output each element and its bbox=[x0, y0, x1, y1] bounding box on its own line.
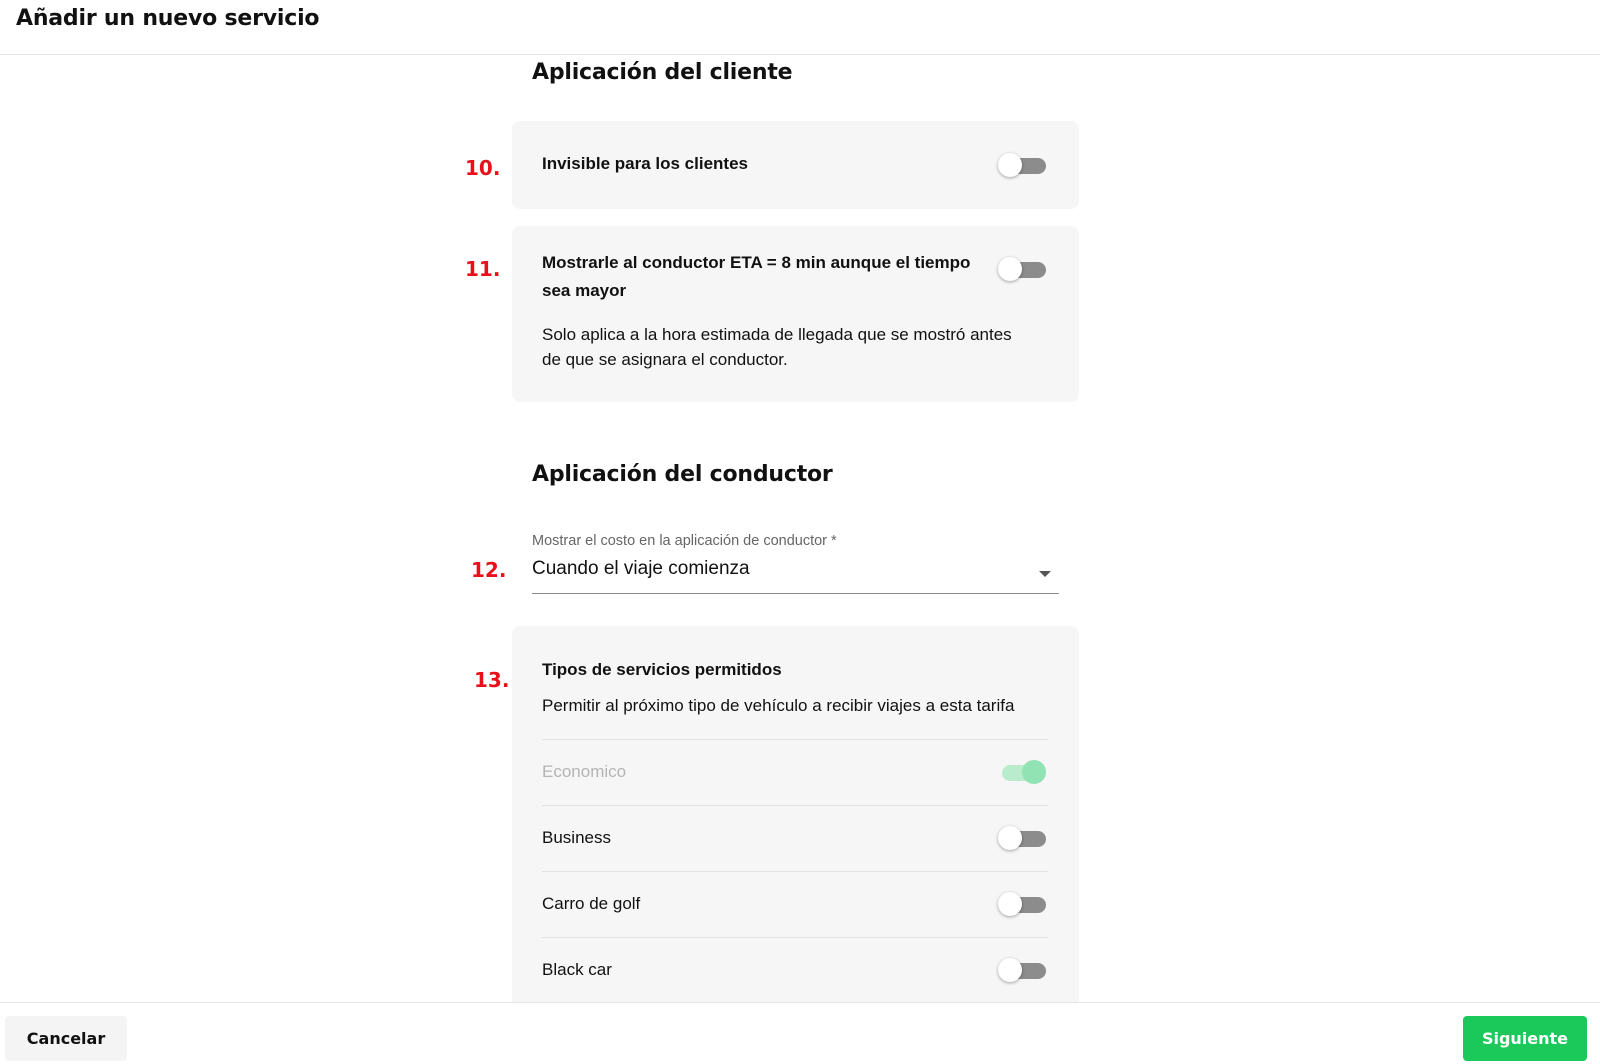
service-type-label: Carro de golf bbox=[542, 894, 641, 913]
invisible-for-clients-toggle[interactable] bbox=[998, 152, 1048, 178]
eta-toggle[interactable] bbox=[998, 256, 1048, 282]
cancel-button[interactable]: Cancelar bbox=[5, 1016, 127, 1061]
next-button[interactable]: Siguiente bbox=[1463, 1016, 1587, 1061]
service-type-label: Business bbox=[542, 828, 611, 847]
client-app-section-title: Aplicación del cliente bbox=[532, 60, 793, 85]
service-type-row bbox=[542, 805, 1048, 871]
eta-card bbox=[512, 226, 1079, 402]
service-types-card bbox=[512, 626, 1079, 1046]
service-types-description: Permitir al próximo tipo de vehículo a recibir viajes a esta tarifa bbox=[542, 696, 1015, 715]
invisible-for-clients-label: Invisible para los clientes bbox=[542, 154, 748, 173]
footer bbox=[0, 1002, 1600, 1064]
service-type-row bbox=[542, 871, 1048, 937]
annotation-12: 12. bbox=[471, 558, 507, 582]
toggle-knob bbox=[998, 826, 1022, 850]
annotation-13: 13. bbox=[474, 668, 510, 692]
eta-label-line1: Mostrarle al conductor ETA = 8 min aunque el tiempo bbox=[542, 253, 971, 272]
eta-description-line1: Solo aplica a la hora estimada de llegada que se mostró antes bbox=[542, 325, 1012, 344]
service-type-black-car-toggle[interactable] bbox=[998, 957, 1048, 983]
service-type-row bbox=[542, 937, 1048, 1003]
show-cost-select[interactable] bbox=[532, 556, 1059, 594]
service-type-label: Economico bbox=[542, 762, 627, 781]
eta-label-line2: sea mayor bbox=[542, 281, 627, 300]
service-type-row bbox=[542, 739, 1048, 805]
service-type-label: Black car bbox=[542, 960, 612, 979]
eta-description-line2: de que se asignara el conductor. bbox=[542, 350, 788, 369]
header bbox=[0, 0, 1600, 55]
annotation-11: 11. bbox=[465, 257, 501, 281]
annotation-10: 10. bbox=[465, 156, 501, 180]
toggle-knob bbox=[998, 257, 1022, 281]
show-cost-label: Mostrar el costo en la aplicación de conductor * bbox=[532, 533, 837, 549]
service-type-economico-toggle[interactable] bbox=[998, 759, 1048, 785]
toggle-knob bbox=[998, 892, 1022, 916]
service-type-business-toggle[interactable] bbox=[998, 825, 1048, 851]
service-type-golf-cart-toggle[interactable] bbox=[998, 891, 1048, 917]
driver-app-section-title: Aplicación del conductor bbox=[532, 462, 833, 487]
invisible-for-clients-card bbox=[512, 121, 1079, 209]
service-types-title: Tipos de servicios permitidos bbox=[542, 660, 782, 679]
toggle-knob bbox=[998, 958, 1022, 982]
toggle-knob bbox=[998, 153, 1022, 177]
page-title: Añadir un nuevo servicio bbox=[16, 6, 320, 31]
show-cost-selected-value: Cuando el viaje comienza bbox=[532, 558, 750, 579]
toggle-knob bbox=[1022, 760, 1046, 784]
caret-down-icon bbox=[1039, 571, 1051, 577]
